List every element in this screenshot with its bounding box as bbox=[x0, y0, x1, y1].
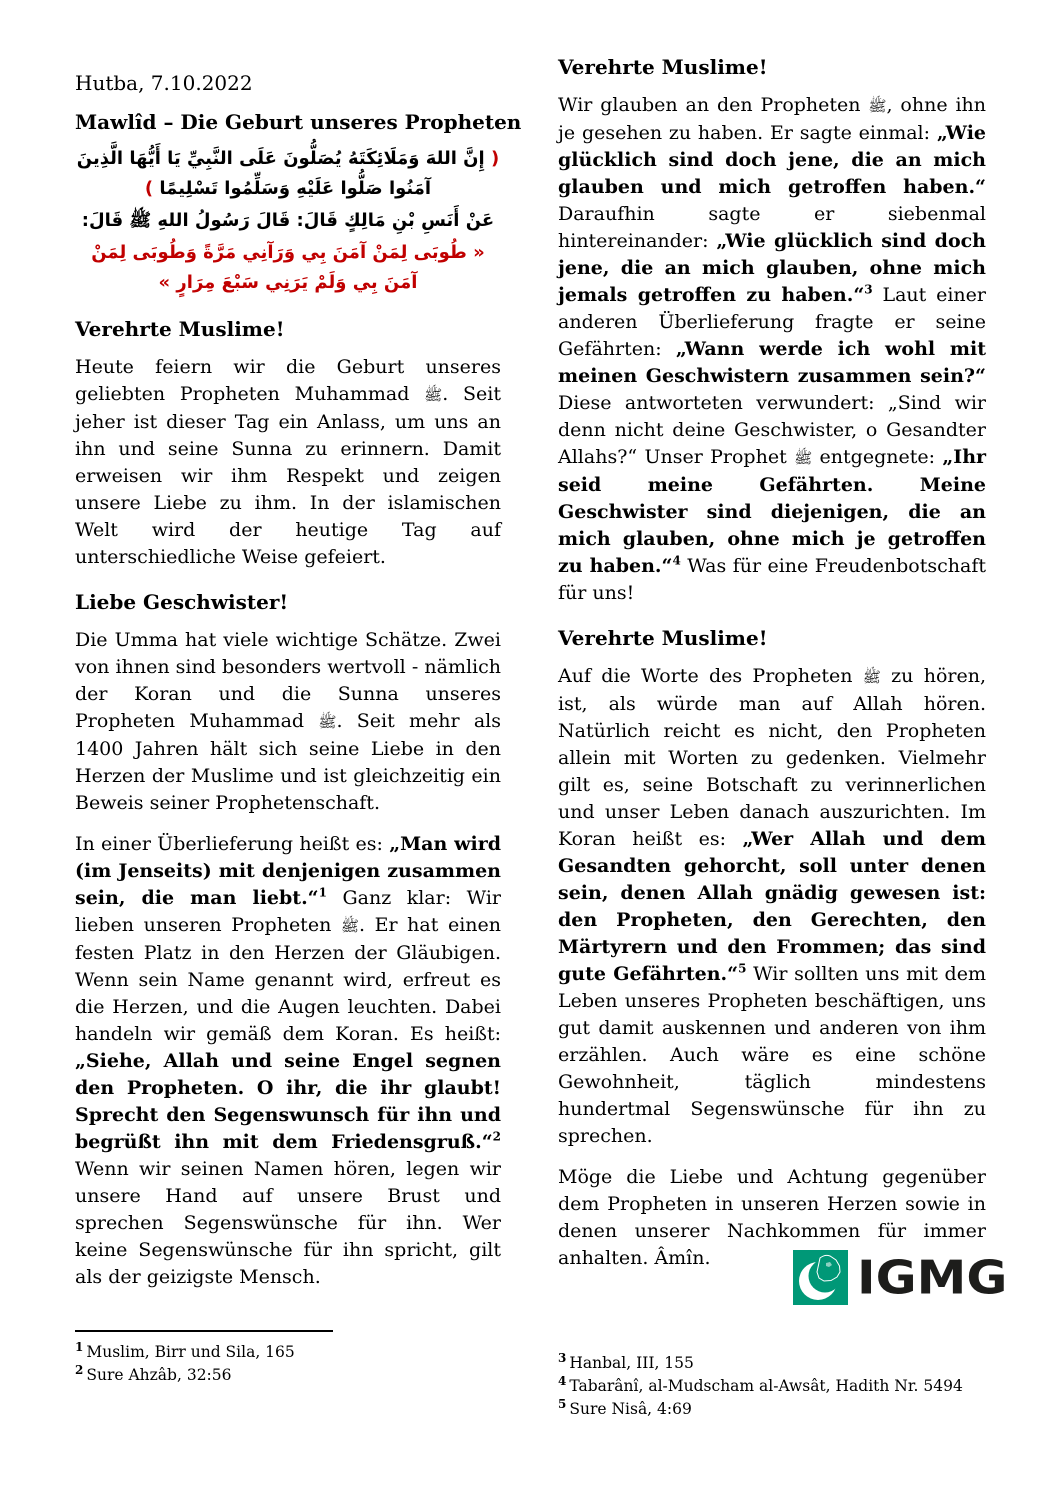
body-paragraph: Möge die Liebe und Achtung gegenüber dem Propheten in unseren Herzen sowie in denen unserer Nachkommen für immer anhalten. Âmîn. bbox=[558, 1166, 986, 1269]
footnote-separator bbox=[75, 1330, 333, 1332]
footnote bbox=[558, 1398, 986, 1421]
document-date: Hutba, 7.10.2022 bbox=[75, 71, 253, 95]
body-paragraph: Auf die Worte des Propheten ﷺ zu hören, ist, als würde man auf Allah hören. Natürlich reicht es nicht, den Propheten allein mit Worten zu gedenken. Vielmehr gilt es, seine Botschaft zu verinnerlichen und unser Leben danach auszurichten. Im Koran heißt es: „Wer Allah und dem Gesandten gehorcht, soll unter denen sein, denen Allah gnädig gewesen ist: den Propheten, den Gerechten, den Märtyrern und den Frommen; das sind gute Gefährten.“$^5$ Wir sollten uns mit dem Leben unseres Propheten beschäftigen, uns gut damit auskennen und anderen von ihm erzählen. Auch wäre es eine schöne Gewohnheit, täglich mindestens hundertmal Segenswünsche für ihn zu sprechen. bbox=[558, 665, 987, 1147]
footnote bbox=[558, 1375, 986, 1398]
document-title: Mawlîd – Die Geburt unseres Propheten bbox=[75, 110, 522, 134]
section-heading-verehrte-muslime-1: Verehrte Muslime! bbox=[75, 317, 285, 341]
footnote-text: Tabarânî, al-Mudscham al-Awsât, Hadith Nr. 5494 bbox=[569, 1377, 963, 1395]
hadith-text-arabic: « طُوبَى لِمَنْ آمَنَ بِي وَرَآنِي مَرَّةً وَطُوبَى لِمَنْ آمَنَ بِي وَلَمْ يَرَنِي سَبْعَ مِرَارٍ » bbox=[91, 242, 485, 293]
footnote bbox=[75, 1341, 501, 1364]
section-heading-verehrte-muslime-3: Verehrte Muslime! bbox=[558, 626, 768, 650]
body-paragraph: Die Umma hat viele wichtige Schätze. Zwei von ihnen sind besonders wertvoll - nämlich der Koran und die Sunna unseres Propheten Muhammad ﷺ. Seit mehr als 1400 Jahren hält sich seine Liebe in den Herzen der Muslime und ist gleichzeitig ein Beweis seiner Prophetenschaft. bbox=[75, 629, 501, 814]
right-column bbox=[558, 54, 986, 1286]
footnote-number: 3 bbox=[558, 1350, 567, 1365]
hadith-narrator-arabic: عَنْ أَنَسِ بْنِ مَالِكٍ قَالَ: قَالَ رَسُولُ اللهِ ﷺ قَالَ: bbox=[81, 210, 495, 231]
footnote-number: 1 bbox=[75, 1339, 84, 1354]
quran-verse-arabic: ( إِنَّ اللهَ وَمَلَائِكَتَهُ يُصَلُّونَ عَلَى النَّبِيِّ يَا أَيُّهَا الَّذِينَ آمَنُوا صَلُّوا عَلَيْهِ وَسَلِّمُوا تَسْلِيمًا ) bbox=[76, 148, 500, 199]
body-paragraph: Heute feiern wir die Geburt unseres geliebten Propheten Muhammad ﷺ. Seit jeher ist dieser Tag ein Anlass, um uns an ihn und seine Sunna zu erinnern. Damit erweisen wir ihm Respekt und zeigen unsere Liebe zu ihm. In der islamischen Welt wird der heutige Tag auf unterschiedliche Weise gefeiert. bbox=[75, 356, 501, 568]
footnote bbox=[75, 1364, 501, 1387]
footnotes-left bbox=[75, 1330, 501, 1387]
footnote-text: Hanbal, III, 155 bbox=[569, 1354, 694, 1372]
section-heading-liebe-geschwister: Liebe Geschwister! bbox=[75, 590, 289, 614]
section-heading-verehrte-muslime-2: Verehrte Muslime! bbox=[558, 55, 768, 79]
igmg-wordmark: IGMG bbox=[857, 1250, 1008, 1305]
body-paragraph: In einer Überlieferung heißt es: „Man wird (im Jenseits) mit denjenigen zusammen sein, die man liebt.“$^1$ Ganz klar: Wir lieben unseren Propheten ﷺ. Er hat einen festen Platz in den Herzen der Gläubigen. Wenn sein Name genannt wird, erfreut es die Herzen, und die Augen leuchten. Dabei handeln wir gemäß dem Koran. Es heißt: „Siehe, Allah und seine Engel segnen den Propheten. O ihr, die ihr glaubt! Sprecht den Segenswunsch für ihn und begrüßt ihn mit dem Friedensgruß.“$^2$ Wenn wir seinen Namen hören, legen wir unsere Hand auf unsere Brust und sprechen Segenswünsche für ihn. Wer keine Segenswünsche für ihn spricht, gilt als der geizigste Mensch. bbox=[75, 833, 501, 1288]
footnote bbox=[558, 1352, 986, 1375]
footnote-text: Sure Ahzâb, 32:56 bbox=[86, 1366, 232, 1384]
igmg-logo bbox=[793, 1250, 1007, 1305]
footnote-text: Sure Nisâ, 4:69 bbox=[569, 1400, 692, 1418]
footnote-text: Muslim, Birr und Sila, 165 bbox=[86, 1343, 295, 1361]
left-column bbox=[75, 70, 522, 1305]
footnote-number: 5 bbox=[558, 1396, 567, 1411]
footnote-number: 2 bbox=[75, 1362, 84, 1377]
footnote-number: 4 bbox=[558, 1373, 567, 1388]
footnotes-right bbox=[558, 1352, 986, 1421]
igmg-crescent-europe-icon bbox=[793, 1250, 848, 1305]
body-paragraph: Wir glauben an den Propheten ﷺ, ohne ihn je gesehen zu haben. Er sagte einmal: „Wie glücklich sind doch jene, die an mich glauben und mich getroffen haben.“ Daraufhin sagte er siebenmal hintereinander: „Wie glücklich sind doch jene, die an mich glauben, ohne mich jemals getroffen zu haben.“$^3$ Laut einer anderen Überlieferung fragte er seine Gefährten: „Wann werde ich wohl mit meinen Geschwistern zusammen sein?“ Diese antworteten verwundert: „Sind wir denn nicht deine Geschwister, o Gesandter Allahs?“ Unser Prophet ﷺ entgegnete: „Ihr seid meine Gefährten. Meine Geschwister sind diejenigen, die an mich glauben, ohne mich je getroffen zu haben.“$^4$ Was für eine Freudenbotschaft für uns! bbox=[558, 94, 987, 604]
